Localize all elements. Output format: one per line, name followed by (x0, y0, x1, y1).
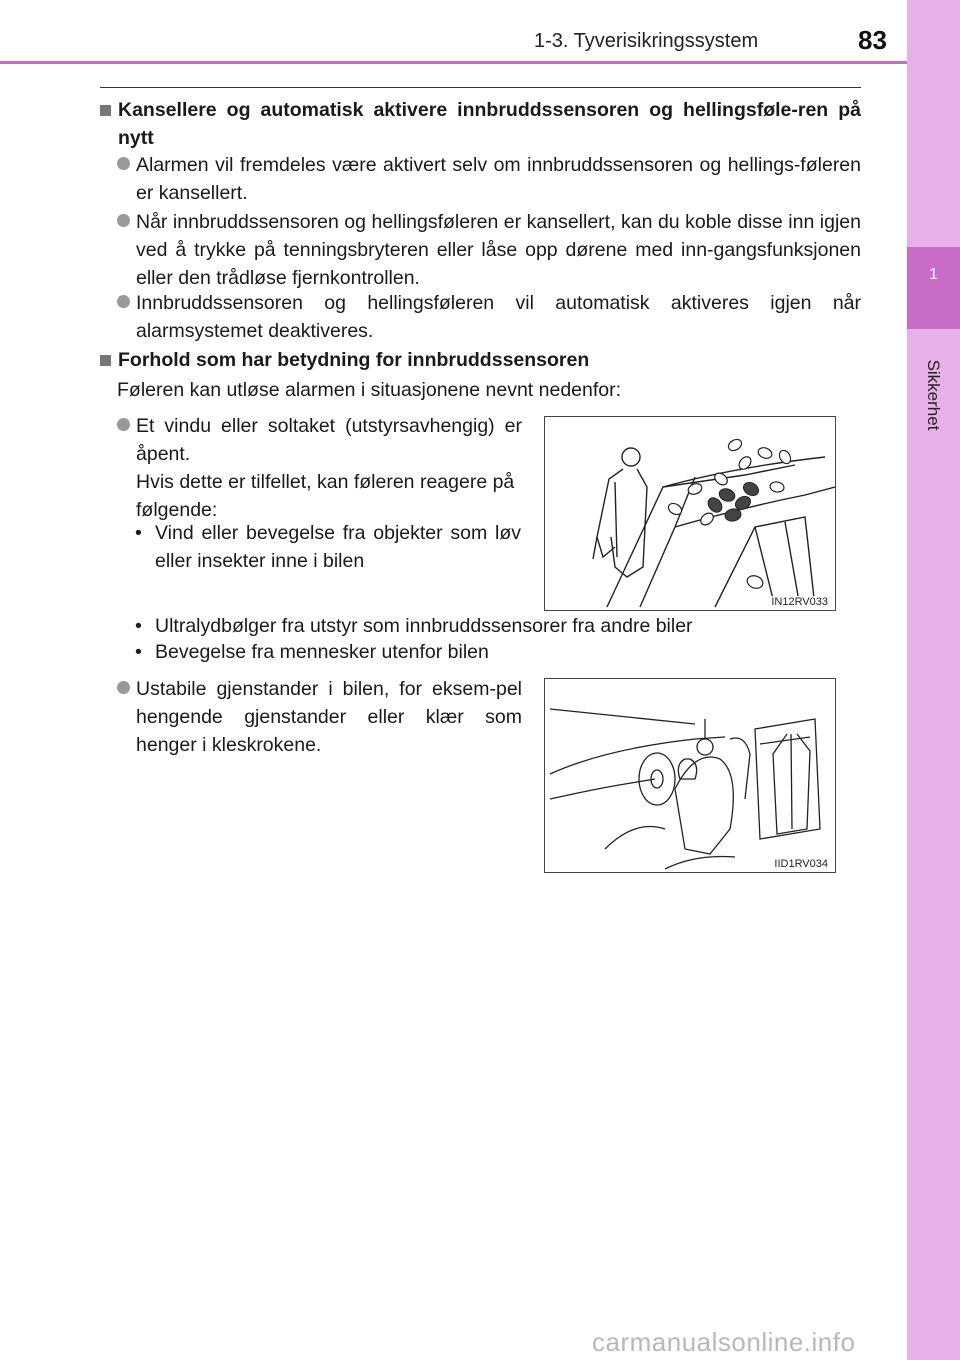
bullet-item-open-window (117, 412, 522, 524)
circle-bullet-icon (117, 681, 130, 694)
circle-bullet-icon (117, 418, 130, 431)
intro-text: Føleren kan utløse alarmen i situasjonene nevnt nedenfor: (117, 379, 622, 401)
bullet-text: Innbruddssensoren og hellingsføleren vil automatisk aktiveres igjen når alarmsystemet deaktiveres. (136, 292, 861, 342)
heading-text: Kansellere og automatisk aktivere innbruddssensoren og hellingsføle-ren på nytt (118, 99, 861, 149)
circle-bullet-icon (117, 295, 130, 308)
sub-item-text: Vind eller bevegelse fra objekter som løv eller insekter inne i bilen (155, 522, 521, 572)
car-roof-illustration (545, 417, 835, 610)
bullet-text: Ustabile gjenstander i bilen, for eksem-pel hengende gjenstander eller klær som henger i kleskrokene. (136, 678, 522, 756)
watermark: carmanualsonline.info (592, 1327, 856, 1357)
figure-car-interior (544, 678, 836, 873)
bullet-item (117, 151, 861, 207)
bullet-text: Et vindu eller soltaket (utstyrsavhengig) er åpent. Hvis dette er tilfellet, kan føleren reagere på følgende: (136, 415, 522, 521)
bullet-text: Alarmen vil fremdeles være aktivert selv om innbruddssensoren og hellings-føleren er kansellert. (136, 154, 861, 204)
sub-item-text: Ultralydbølger fra utstyr som innbruddssensorer fra andre biler (155, 615, 693, 637)
section-title: 1-3. Tyverisikringssystem (534, 30, 759, 52)
bullet-item (117, 289, 861, 345)
chapter-number-box (907, 247, 960, 329)
figure-sunroof-leaves (544, 416, 836, 611)
circle-bullet-icon (117, 157, 130, 170)
figure-code: IID1RV034 (774, 858, 828, 870)
figure-code: IN12RV033 (771, 596, 828, 608)
header-divider (0, 61, 907, 64)
heading-conditions (100, 346, 861, 374)
bullet-item (117, 208, 861, 292)
bullet-item-loose-objects (117, 675, 522, 759)
bullet-text: Når innbruddssensoren og hellingsføleren er kansellert, kan du koble disse inn igjen ved å trykke på tenningsbryteren eller låse opp dørene med inn-gangsfunksjonen eller den trådløse fjernkontrollen. (136, 211, 861, 289)
heading-text: Forhold som har betydning for innbruddssensoren (118, 349, 590, 371)
page-number: 83 (858, 25, 887, 55)
heading-reactivate (100, 96, 861, 152)
square-bullet-icon (100, 355, 111, 366)
sub-item-text: Bevegelse fra mennesker utenfor bilen (155, 641, 489, 663)
content-top-rule (100, 87, 861, 88)
chapter-number: 1 (929, 266, 938, 283)
chapter-side-tab (907, 0, 960, 1360)
circle-bullet-icon (117, 214, 130, 227)
chapter-label: Sikkerhet (924, 359, 943, 431)
square-bullet-icon (100, 105, 111, 116)
car-interior-illustration (545, 679, 835, 872)
